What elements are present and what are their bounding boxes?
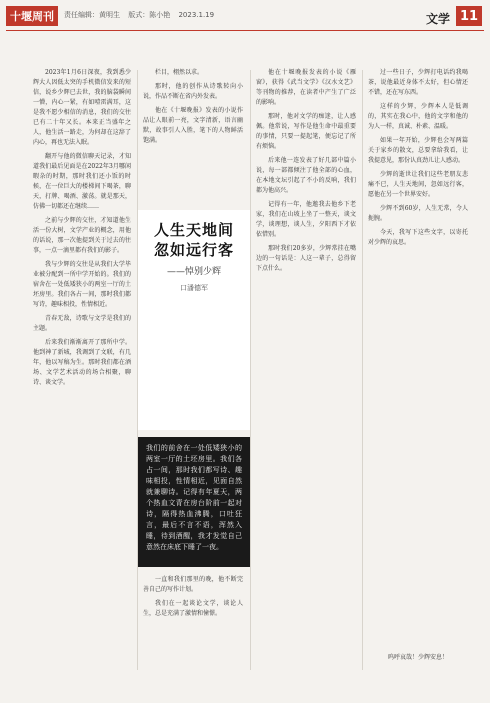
- paragraph: 如果一年开始，少辉也会写两篇关于家乡的散文，总要拿给我看，让我提意见，那份认真劲儿让人感动。: [368, 137, 468, 164]
- article-column-3: [256, 68, 356, 668]
- paragraph: 翻开与他的微信聊天记录，才知道我们最后见面是在2022年3月哪闲暇杂的时期，那时我们还小饭的时候，在一位巨大的楼梯间下喝茶，聊天，打牌、喝酒、激荡。就是那天，仿佛一切都还在继续……: [33, 153, 131, 210]
- article-column-1: [33, 68, 131, 668]
- paragraph: 我与少辉的交往是从我们大学毕业被分配到一所中学开始的。我们的宿舍在一处低矮狭小的两室一厅的土坯房里。我们各占一间，那时我们都写诗，趣味相投，性情相近。: [33, 261, 131, 308]
- paragraph: 2023年1月6日深夜，我到悉少辉大人因低太突的手机微信发来的短信，说乡少辉已去世，我的脑袋瞬间一懵，内心一紧，有如噎雷满耳，这是我不愿少相信的消息，我们的交往已有二十年又长。本来正当盛年之人，他生活一路走，为何却在这辞了内心，再也无法入眠。: [33, 69, 131, 146]
- article-closing: 呜呼哀哉！少辉安息！: [387, 654, 448, 661]
- paragraph: 少辉的逝世让我们这些老朋友悲痛不已，人生天地间，忽如远行客，愿他在另一个世界安好。: [368, 171, 468, 198]
- page-meta: [64, 10, 220, 20]
- paragraph: 那时我们20多岁，少辉常挂在嘴边的一句话是：人这一辈子，总得留下点什么。: [256, 245, 356, 272]
- meta-layout: 版式：陈小艳: [128, 11, 171, 19]
- article-title-line1: 人生天地间: [153, 221, 234, 239]
- article-column-4: [368, 68, 468, 643]
- section-name: 文学: [425, 12, 450, 26]
- paragraph: 我们在一起谈论文学，谈论人生，总是充满了激情和憧憬。: [143, 600, 243, 617]
- article-subtitle: ——悼别少辉: [166, 267, 221, 277]
- column-divider: [250, 70, 251, 670]
- article-author: 口潘德军: [180, 284, 208, 292]
- page-number: 11: [456, 6, 482, 26]
- paragraph: 青春无敌，诗歌与文学是我们的主题。: [33, 315, 131, 332]
- pull-quote: 我们的前舍在一处低矮狭小的两室一厅的土坯房里。我们各占一间，那时我们都写诗、趣味相投，性情相近，见面自然就兼聊诗。记得有年夏天，两个热血文青在房台阶前一起对诗，隔得热血沸腾，口吐狂言，最后不言不语，浑然入睡，待到酒醒，我才发觉自己意然在床底下睡了一夜。: [138, 437, 250, 567]
- paragraph: 后来我们渐渐离开了那所中学。他到神了新城，我调到了文联，有几年，他以写稿为生。那时我们都在酒场、文学艺术活动的场合相聚，聊诗、谈文学。: [33, 339, 131, 386]
- paragraph: 过一些日子，少辉打电话约我喝茶，说他最近身体不太好，但心情还不错，还在写东西。: [368, 69, 468, 96]
- paragraph: 记得有一年，他邀我去他乡下老家，我们在山坡上坐了一整天，谈文学，谈理想，谈人生，夕阳西下才依依惜别。: [256, 201, 356, 238]
- paragraph: 今天，我写下这些文字，以寄托对少辉的哀思。: [368, 229, 468, 246]
- article-title-line2: 忽如远行客: [153, 241, 234, 259]
- paragraph: 少辉不到60岁，人生无常，令人扼腕。: [368, 205, 468, 222]
- paragraph: 栏目，栩然以求。: [155, 69, 204, 76]
- column-divider: [362, 70, 363, 670]
- paragraph: 之前与少辉的交往，才知道他生活一份大树，文学产业的概念，用他的话说，那一次他提到关于过去的往事，一点一滴里都有我们的影子。: [33, 217, 131, 254]
- paragraph: 那时，他的创作从诗歌转向小说，作品不断在省内外发表。: [143, 83, 243, 100]
- article-column-2-bottom: [143, 575, 243, 675]
- paragraph: 他在《十堰晚报》发表的小说作品让人眼前一亮，文字清新，语言幽默，故事引人入胜，笔下的人物鲜活饱满。: [143, 107, 243, 144]
- paragraph: 那时，他对文学的痴迷，让人感佩。他常说，写作是他生命中最重要的事情，只要一提起笔，便忘记了所有烦恼。: [256, 113, 356, 150]
- header-rule: [6, 30, 484, 31]
- page-header: [0, 0, 490, 34]
- article-title-block: [138, 210, 250, 430]
- paragraph: 他在十堰晚报发表的小说《雁窗》，获得《武当文学》《汉水文艺》等刊物的推荐，在读者中产生了广泛的影响。: [256, 69, 356, 106]
- paragraph: 这样的少辉，少辉本人是低调的，其实在我心中，他的文字和他的为人一样，真诚、朴素、温暖。: [368, 103, 468, 130]
- paragraph: 后来他一连发表了好几部中篇小说，每一部都倾注了他全部的心血，在本地文坛引起了不小的反响，我们都为他高兴。: [256, 157, 356, 194]
- paragraph: 一直和我们那里的晚，他不断完善自己的写作计划。: [143, 576, 243, 593]
- meta-editor: 责任编辑：黄明生: [64, 11, 120, 19]
- meta-date: 2023.1.19: [178, 11, 215, 19]
- masthead: 十堰周刊: [6, 6, 58, 26]
- article-column-2-top: [143, 68, 243, 198]
